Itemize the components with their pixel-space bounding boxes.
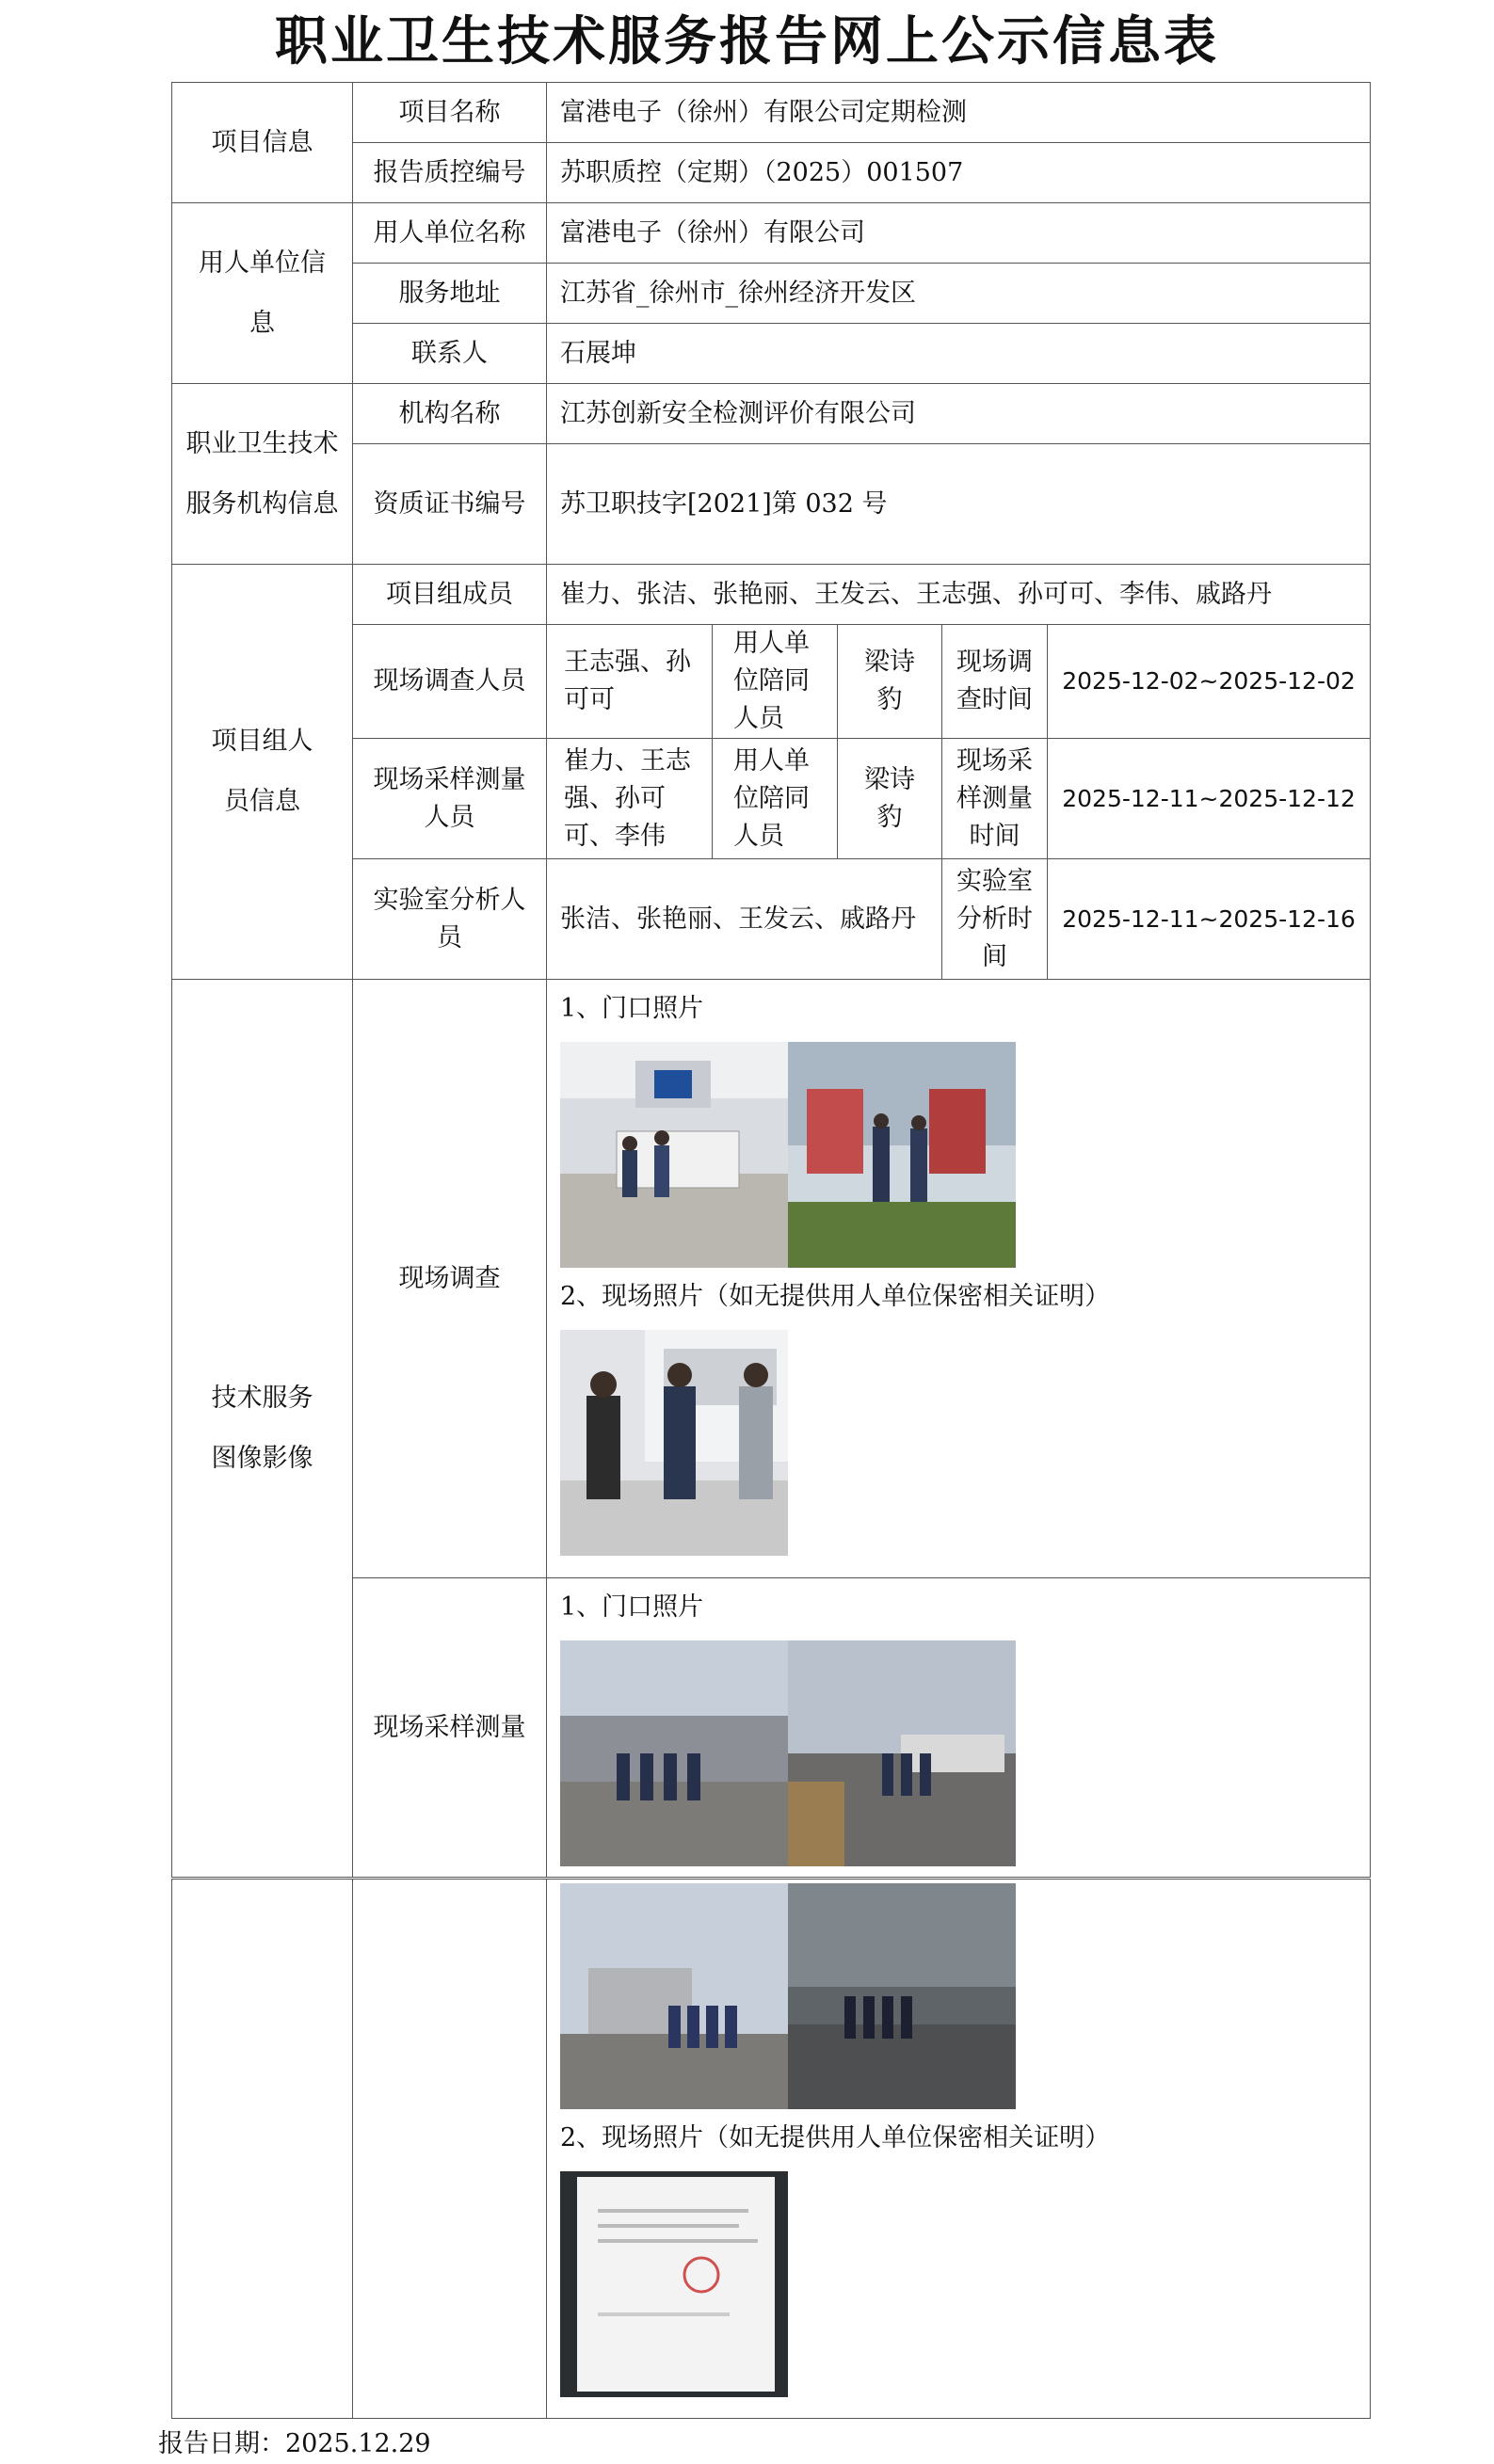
survey-escort-value: 梁诗豹 [838,625,942,739]
lab-staff-value: 张洁、张艳丽、王发云、戚路丹 [547,859,942,980]
continuation-site-photo-1 [560,2171,788,2397]
members-value: 崔力、张洁、张艳丽、王发云、王志强、孙可可、李伟、戚路丹 [547,565,1371,625]
sampling-gate-photo-2 [788,1640,1016,1866]
survey-gate-photo-2 [788,1042,1016,1268]
sampling-images-cell [547,1578,1371,1878]
continuation-blank-1 [172,1880,353,2419]
sampling-gate-photos [560,1640,1370,1866]
gate-photos-caption: 1、门口照片 [560,994,704,1023]
report-code-value: 苏职质控（定期）（2025）001507 [547,143,1371,203]
survey-time-value: 2025-12-02~2025-12-02 [1048,625,1371,739]
images-section: 技术服务图像影像 [172,980,353,1878]
sampling-staff-label: 现场采样测量人员 [353,739,547,859]
sampling-gate-caption: 1、门口照片 [560,1592,704,1622]
continuation-table [171,1879,1371,2419]
info-table [171,82,1371,1878]
site-photos-caption: 2、现场照片（如无提供用人单位保密相关证明） [560,1282,1111,1311]
survey-staff-label: 现场调查人员 [353,625,547,739]
continuation-site-photos [560,2171,1370,2397]
survey-images-label: 现场调查 [353,980,547,1578]
survey-images-cell [547,980,1371,1578]
employer-name-value: 富港电子（徐州）有限公司 [547,203,1371,264]
sampling-gate-photo-3 [560,1883,788,2109]
report-date: 报告日期：2025.12.29 [158,2429,431,2458]
employer-name-label: 用人单位名称 [353,203,547,264]
sampling-gate-photo-1 [560,1640,788,1866]
cert-label: 资质证书编号 [353,444,547,565]
survey-gate-photos [560,1042,1370,1268]
project-name-label: 项目名称 [353,83,547,143]
continuation-site-caption: 2、现场照片（如无提供用人单位保密相关证明） [560,2123,1111,2152]
survey-staff-value: 王志强、孙可可 [547,625,713,739]
survey-site-photo-1 [560,1330,788,1556]
sampling-gate-photo-4 [788,1883,1016,2109]
sampling-gate-photos-2 [560,1883,1370,2109]
continuation-images-cell [547,1880,1371,2419]
service-address-label: 服务地址 [353,264,547,324]
survey-site-photos [560,1330,1370,1556]
sampling-images-label: 现场采样测量 [353,1578,547,1878]
sampling-time-label: 现场采样测量时间 [942,739,1048,859]
survey-escort-label: 用人单位陪同人员 [713,625,838,739]
contact-value: 石展坤 [547,324,1371,384]
sampling-escort-label: 用人单位陪同人员 [713,739,838,859]
continuation-blank-2 [353,1880,547,2419]
project-name-value: 富港电子（徐州）有限公司定期检测 [547,83,1371,143]
sampling-time-value: 2025-12-11~2025-12-12 [1048,739,1371,859]
page-title: 职业卫生技术服务报告网上公示信息表 [275,10,1219,72]
sampling-staff-value: 崔力、王志强、孙可可、李伟 [547,739,713,859]
project-info-section: 项目信息 [172,83,353,203]
survey-gate-photo-1 [560,1042,788,1268]
members-label: 项目组成员 [353,565,547,625]
cert-value: 苏卫职技字[2021]第 032 号 [547,444,1371,565]
lab-staff-label: 实验室分析人员 [353,859,547,980]
lab-time-value: 2025-12-11~2025-12-16 [1048,859,1371,980]
agency-section: 职业卫生技术服务机构信息 [172,384,353,565]
sampling-escort-value: 梁诗豹 [838,739,942,859]
team-section: 项目组人员信息 [172,565,353,980]
employer-section: 用人单位信息 [172,203,353,384]
lab-time-label: 实验室分析时间 [942,859,1048,980]
survey-time-label: 现场调查时间 [942,625,1048,739]
contact-label: 联系人 [353,324,547,384]
agency-name-value: 江苏创新安全检测评价有限公司 [547,384,1371,444]
report-code-label: 报告质控编号 [353,143,547,203]
agency-name-label: 机构名称 [353,384,547,444]
service-address-value: 江苏省_徐州市_徐州经济开发区 [547,264,1371,324]
